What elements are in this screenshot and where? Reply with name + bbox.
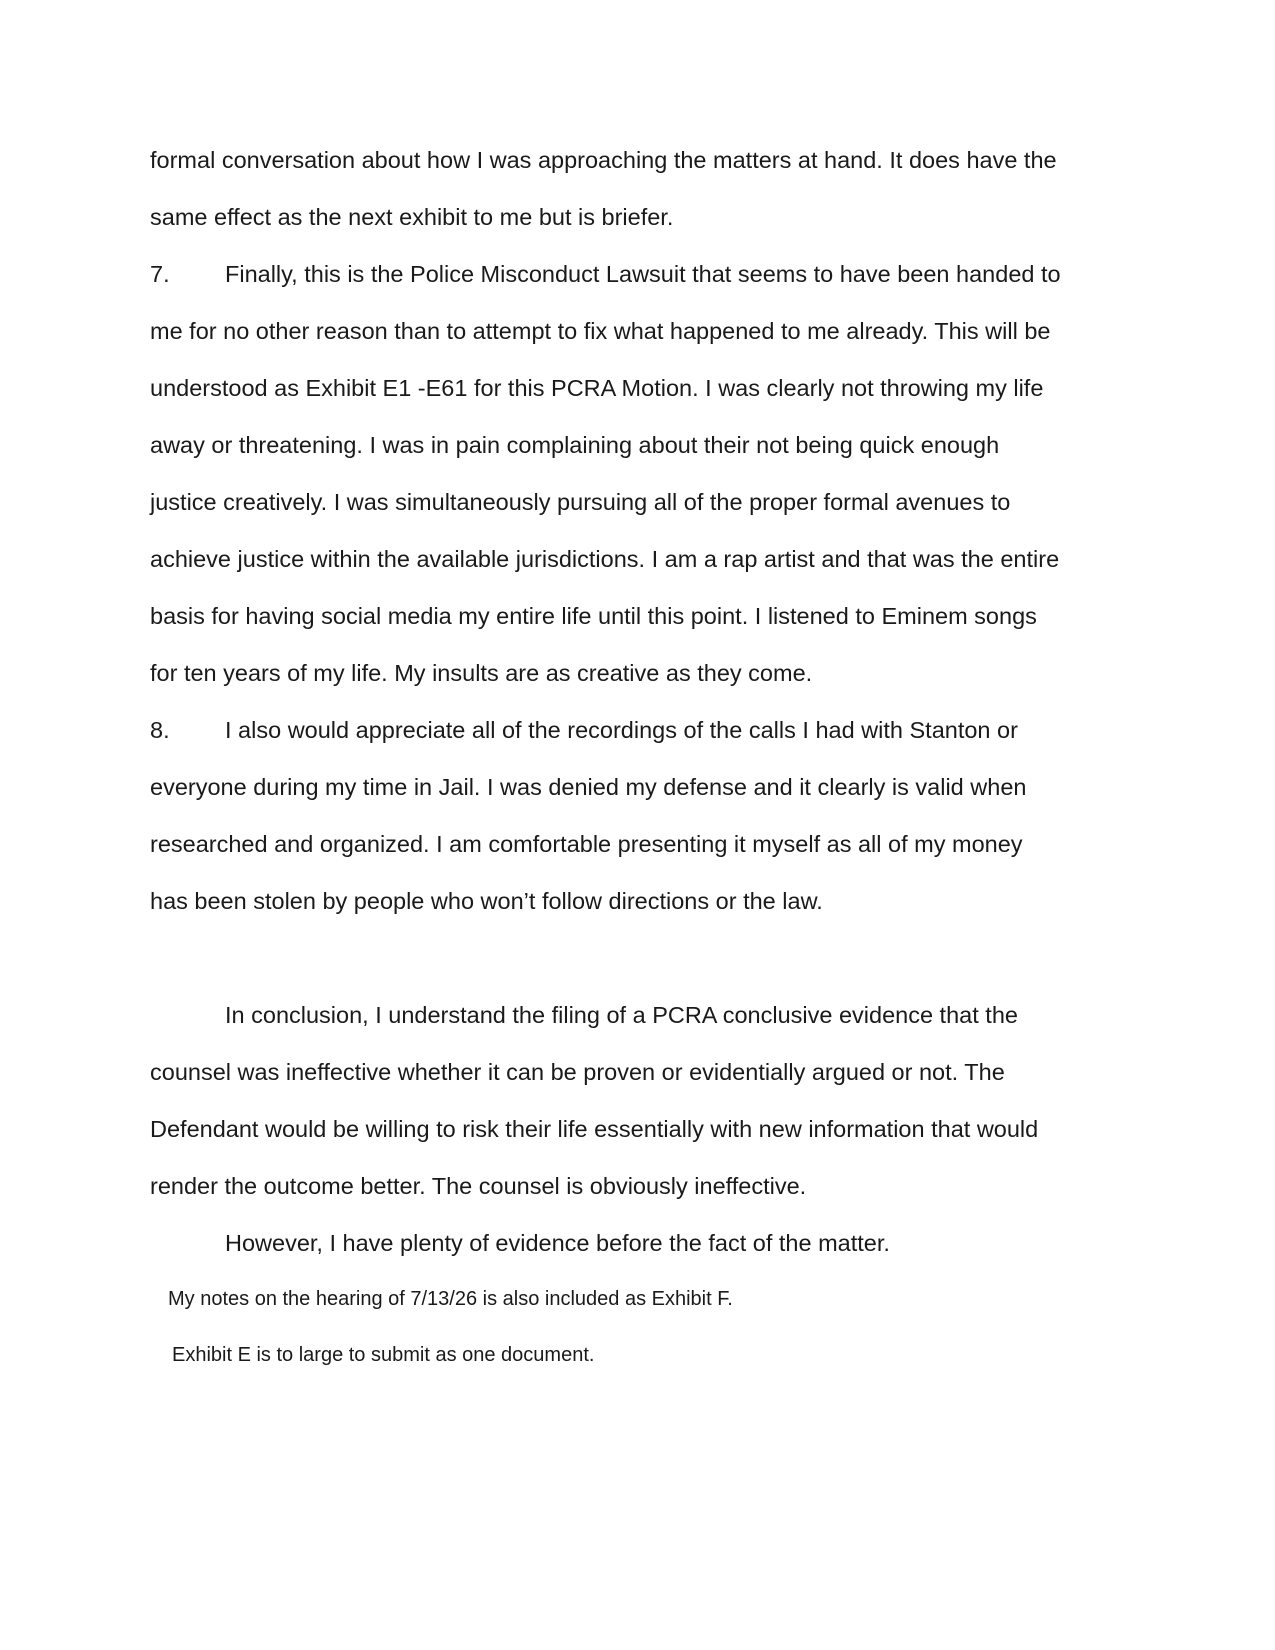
text-line: Finally, this is the Police Misconduct Lawsuit that seems to have been handed to — [225, 261, 1061, 287]
numbered-paragraph-8 — [150, 715, 1018, 745]
note-exhibit-f: My notes on the hearing of 7/13/26 is also included as Exhibit F. — [168, 1288, 733, 1310]
text-line: me for no other reason than to attempt to fix what happened to me already. This will be — [150, 318, 1051, 344]
text-line: same effect as the next exhibit to me but is briefer. — [150, 204, 674, 230]
text-line: render the outcome better. The counsel is obviously ineffective. — [150, 1173, 807, 1199]
paragraph-number: 8. — [150, 717, 170, 743]
text-line: for ten years of my life. My insults are as creative as they come. — [150, 660, 813, 686]
text-line: Defendant would be willing to risk their life essentially with new information that would — [150, 1116, 1039, 1142]
conclusion-first-line: In conclusion, I understand the filing of a PCRA conclusive evidence that the — [225, 1002, 1018, 1028]
paragraph-number: 7. — [150, 261, 170, 287]
note-exhibit-e: Exhibit E is to large to submit as one document. — [172, 1344, 595, 1366]
text-line: away or threatening. I was in pain complaining about their not being quick enough — [150, 432, 1000, 458]
numbered-paragraph-7 — [150, 259, 1061, 289]
text-line: everyone during my time in Jail. I was denied my defense and it clearly is valid when — [150, 774, 1027, 800]
text-line: achieve justice within the available jurisdictions. I am a rap artist and that was the entire — [150, 546, 1060, 572]
text-line: has been stolen by people who won’t follow directions or the law. — [150, 888, 823, 914]
however-line: However, I have plenty of evidence before the fact of the matter. — [225, 1230, 890, 1256]
text-line: basis for having social media my entire life until this point. I listened to Eminem songs — [150, 603, 1037, 629]
text-line: formal conversation about how I was approaching the matters at hand. It does have the — [150, 147, 1057, 173]
text-line: counsel was ineffective whether it can be proven or evidentially argued or not. The — [150, 1059, 1005, 1085]
text-line: justice creatively. I was simultaneously pursuing all of the proper formal avenues to — [150, 489, 1011, 515]
text-line: understood as Exhibit E1 -E61 for this PCRA Motion. I was clearly not throwing my life — [150, 375, 1044, 401]
text-line: researched and organized. I am comfortable presenting it myself as all of my money — [150, 831, 1023, 857]
text-line: I also would appreciate all of the recordings of the calls I had with Stanton or — [225, 717, 1018, 743]
